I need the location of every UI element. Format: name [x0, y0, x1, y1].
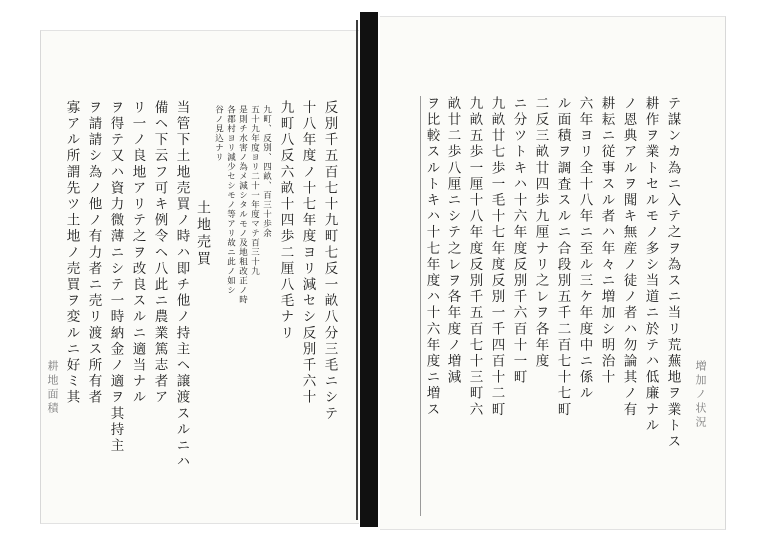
left-annotation: 谷ノ見込ナリ — [213, 105, 224, 162]
right-column-4: 耕耘ニ従事スル者ハ年々ニ増加シ明治十 — [598, 96, 615, 386]
right-column-10: 九畝五歩一厘十八年度反別千五百七十三町六 — [466, 96, 483, 418]
left-body-column-3: リ一ノ良地アリテ之ヲ改良スルニ適当ナル — [129, 100, 146, 406]
right-column-7: 二反三畝廿四歩九厘ナリ之レヲ各年度 — [532, 96, 549, 370]
left-body-column-4: ヲ得テ又ハ資力微薄ニシテ一時納金ノ適ヲ其持主 — [107, 100, 124, 455]
right-column-6: ル面積ヲ調査スルニ合段別五千二百七十七町 — [554, 96, 571, 418]
right-column-11: 畝廿二歩八厘ニシテ之レヲ各年度ノ増減 — [444, 96, 461, 386]
right-column-8: ニ分ツトキハ十六年度反別千六百十一町 — [510, 96, 527, 386]
section-heading: 土地売買 — [195, 200, 211, 268]
left-column-3: 九町八反六畝十四歩二厘八毛ナリ — [277, 100, 294, 342]
right-column-2: 耕作ヲ業トセルモノ多シ当道ニ於テハ低廉ナル — [642, 96, 659, 435]
left-note-4: 各郡村ヨリ減少セシモノ等アリ故ニ此ノ如シ — [225, 105, 236, 295]
margin-note: 耕地面積 — [46, 360, 59, 416]
page-edge — [356, 20, 358, 520]
right-column-1: テ謀ンカ為ニ入テ之ヲ為スニ当リ荒蕪地ヲ業トス — [664, 96, 681, 451]
right-annotation: 増加ノ状況 — [694, 360, 707, 430]
right-column-9: 九畝廿七歩一毛十七年度反別一千四百十二町 — [488, 96, 505, 418]
left-body-column-6: 寡アル所謂先ツ土地ノ売買ヲ変ルニ好ミ其 — [63, 100, 80, 406]
left-note-3: 是則チ水害ノ為メ減シタルモノ及地租改正ノ時 — [237, 105, 248, 305]
left-note-2: 五十九年度ヨリ二十一年度マテ百三十九 — [249, 105, 260, 276]
left-body-column-1: 当管下土地売買ノ時ハ即チ他ノ持主ヘ譲渡スルニハ — [173, 100, 190, 471]
right-column-12: ヲ比較スルトキハ十七年度ハ十六年度ニ増ス — [423, 96, 440, 418]
page-rule — [420, 96, 421, 516]
left-note-1: 九町、反別、四畝、百三十歩余 — [261, 105, 272, 238]
left-column-2: 十八年度ノ十七年度ヨリ減セシ反別千六十 — [299, 100, 316, 406]
left-body-column-5: ヲ請請シ為ノ他ノ有力者ニ売リ渡ス所有者 — [85, 100, 102, 406]
left-body-column-2: 備ヘ下云フ可キ例令ヘ八此ニ農業篤志者ア — [151, 100, 168, 406]
right-column-3: ノ恩典アルヲ聞キ無産ノ徒ノ者ハ勿論其ノ有 — [620, 96, 637, 418]
binding-gutter — [360, 12, 378, 527]
right-column-5: 六年ヨリ全十八年ニ至ル三ケ年度中ニ係ル — [576, 96, 593, 402]
left-column-1: 反別千五百七十九町七反一畝八分三毛ニシテ — [321, 100, 338, 422]
